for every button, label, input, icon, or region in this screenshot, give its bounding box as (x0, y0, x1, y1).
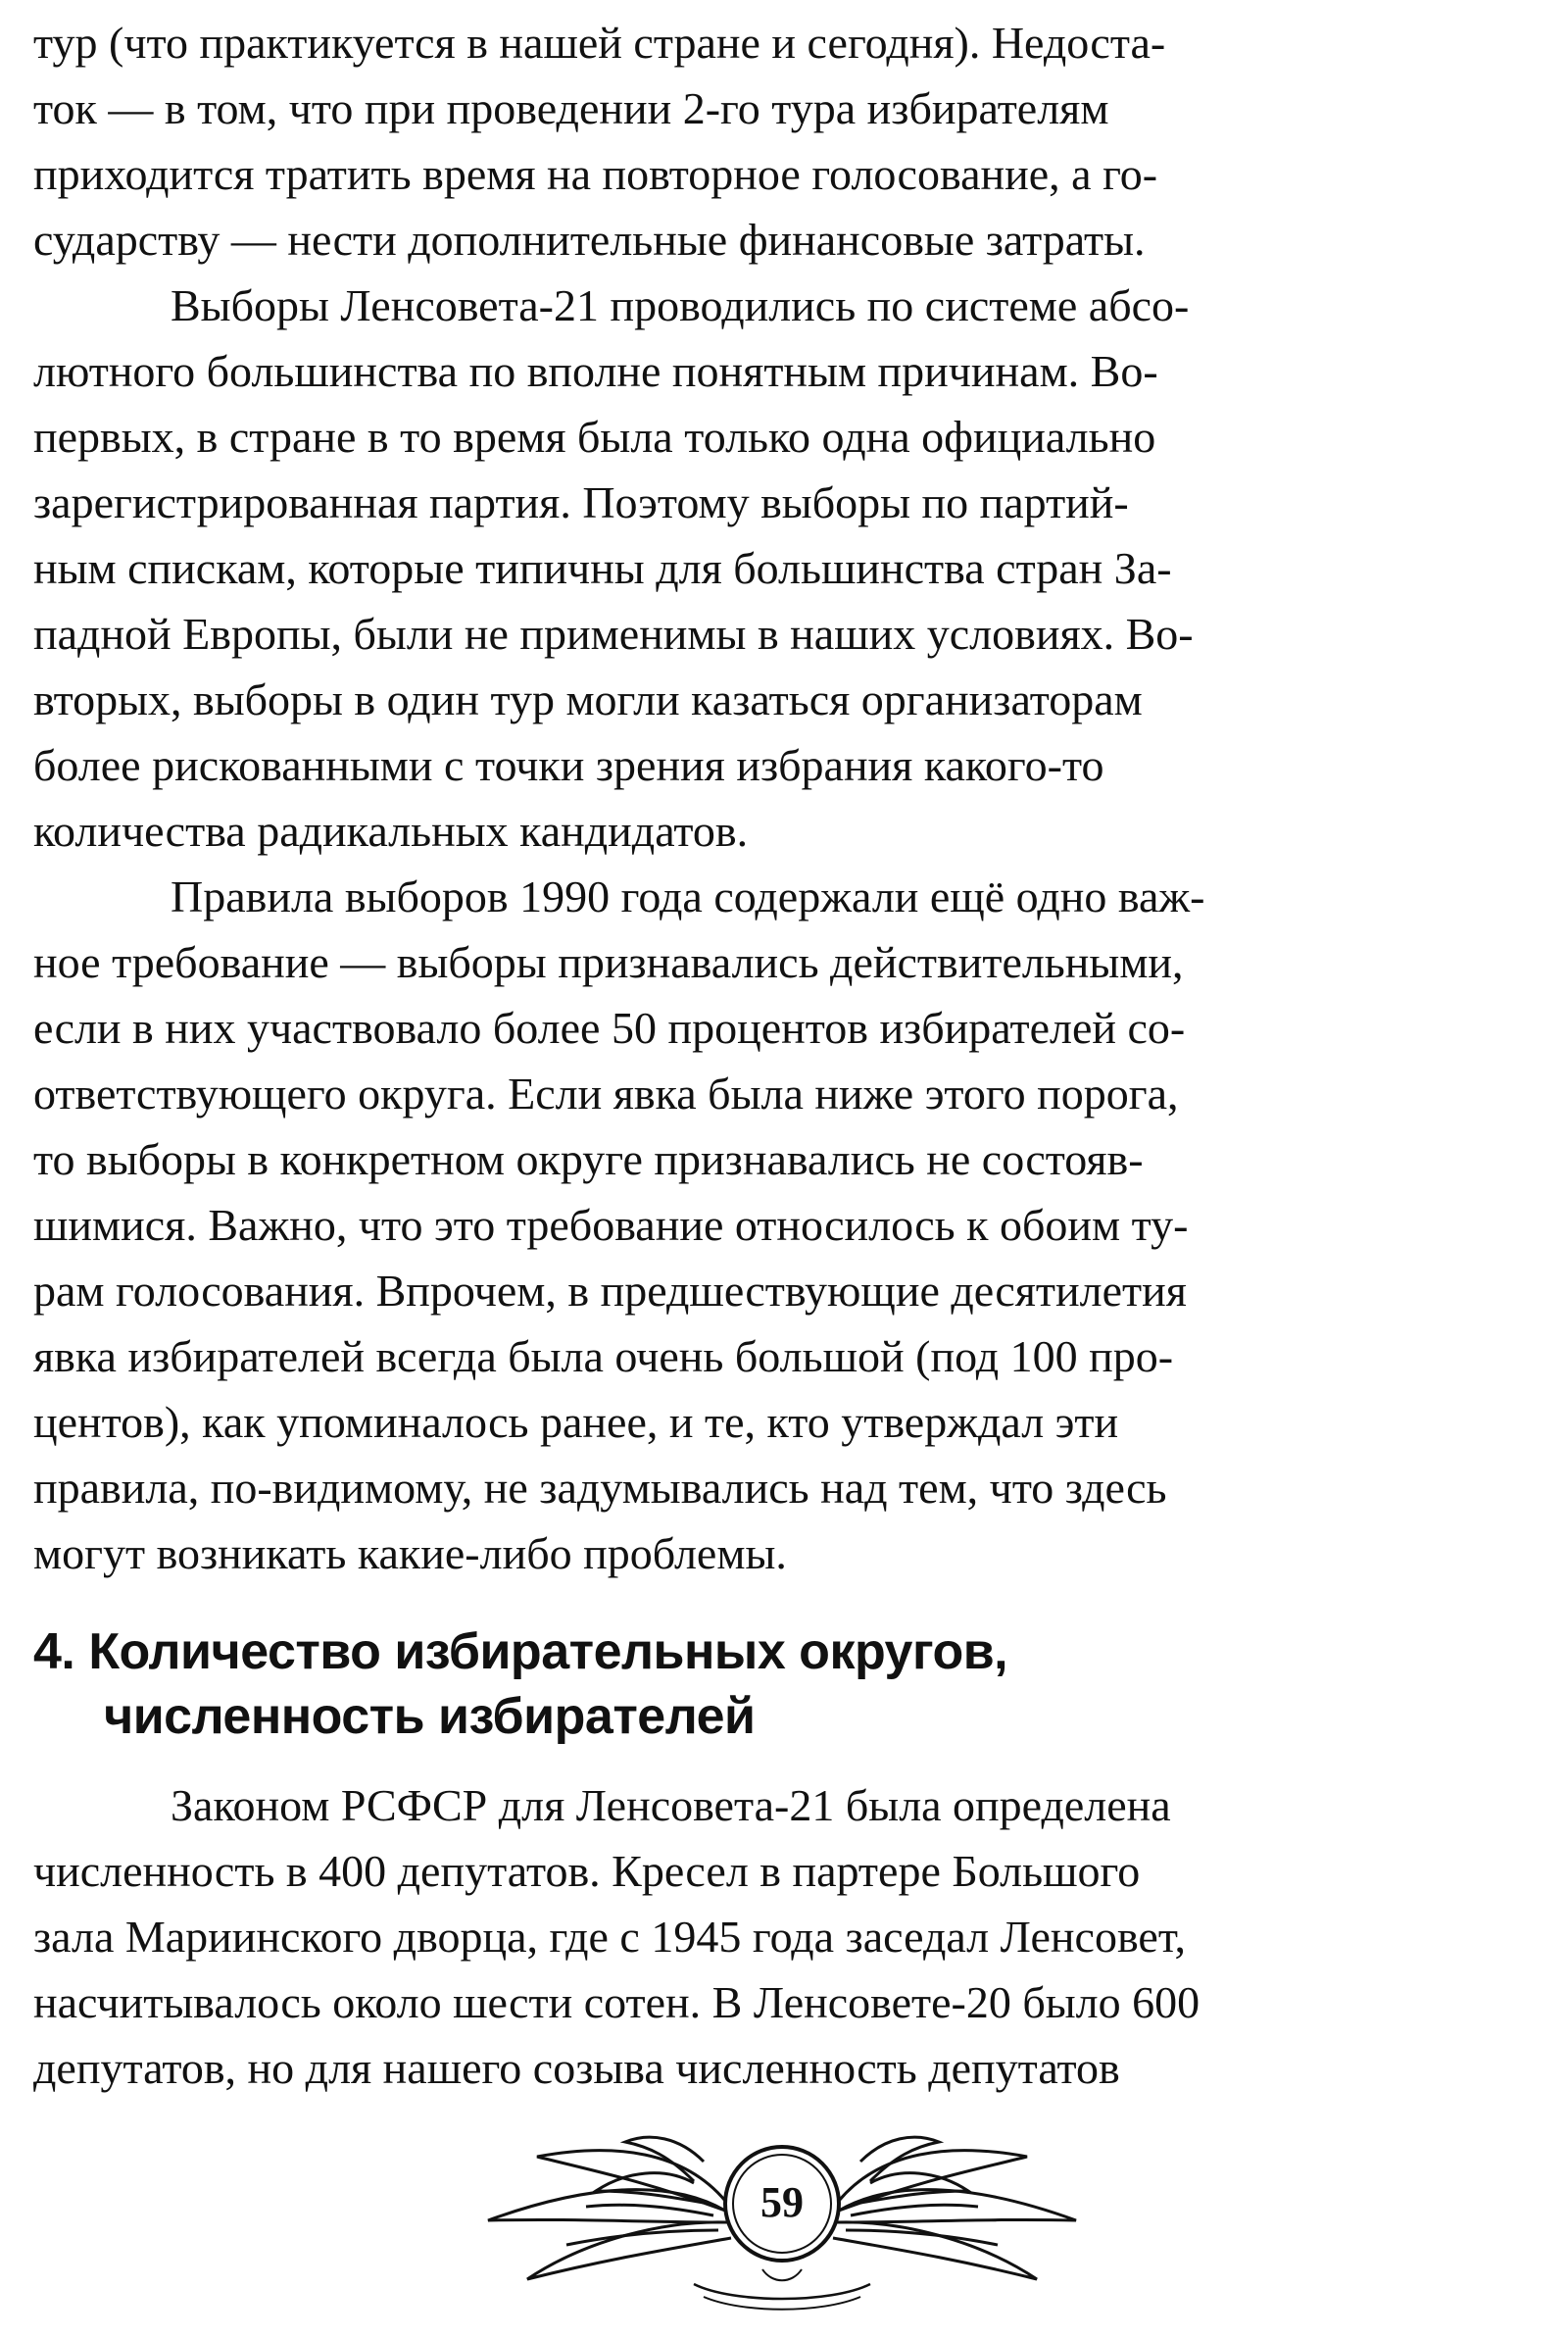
paragraph-lensovet-elections: Выборы Ленсовета-21 проводились по системе абсо- лютного большинства по вполне понятным причинам. Во- первых, в стране в то время была только одна официально зарегистрированная партия. Поэтому выборы по партий- ным спискам, которые типичны для большинства стран За- падной Европы, были не применимы в наших условиях. Во- вторых, выборы в один тур могли казаться организаторам более рискованными с точки зрения избрания какого-то количества радикальных кандидатов. (33, 280, 1194, 856)
paragraph-continuation: тур (что практикуется в нашей стране и сегодня). Недоста- ток — в том, что при проведении 2-го тура избирателям приходится тратить время на повторное голосование, а го- сударству — нести дополнительные финансовые затраты. (33, 18, 1166, 265)
page-folio (468, 2113, 1096, 2323)
page-number: 59 (760, 2178, 804, 2226)
page-body (33, 10, 1533, 1586)
section-body (33, 1772, 1533, 2101)
section-heading (33, 1619, 1533, 1749)
paragraph-election-rules-1990: Правила выборов 1990 года содержали ещё одно важ- ное требование — выборы признавались действительными, если в них участвовало более 50 процентов избирателей со- ответствующего округа. Если явка была ниже этого порога, то выборы в конкретном округе признавались не состояв- шимися. Важно, что это требование относилось к обоим ту- рам голосования. Впрочем, в предшествующие десятилетия явка избирателей всегда была очень большой (под 100 про- центов), как упоминалось ранее, и те, кто утверждал эти правила, по-видимому, не задумывались над тем, что здесь могут возникать какие-либо проблемы. (33, 871, 1205, 1578)
paragraph-deputies-count: Законом РСФСР для Ленсовета-21 была определена численность в 400 депутатов. Кресел в партере Большого зала Мариинского дворца, где с 1945 года заседал Ленсовет, насчитывалось около шести сотен. В Ленсовете-20 было 600 депутатов, но для нашего созыва численность депутатов (33, 1780, 1200, 2093)
section-heading-line1: 4. Количество избирательных округов, (33, 1623, 1008, 1680)
section-heading-line2: численность избирателей (104, 1688, 756, 1745)
